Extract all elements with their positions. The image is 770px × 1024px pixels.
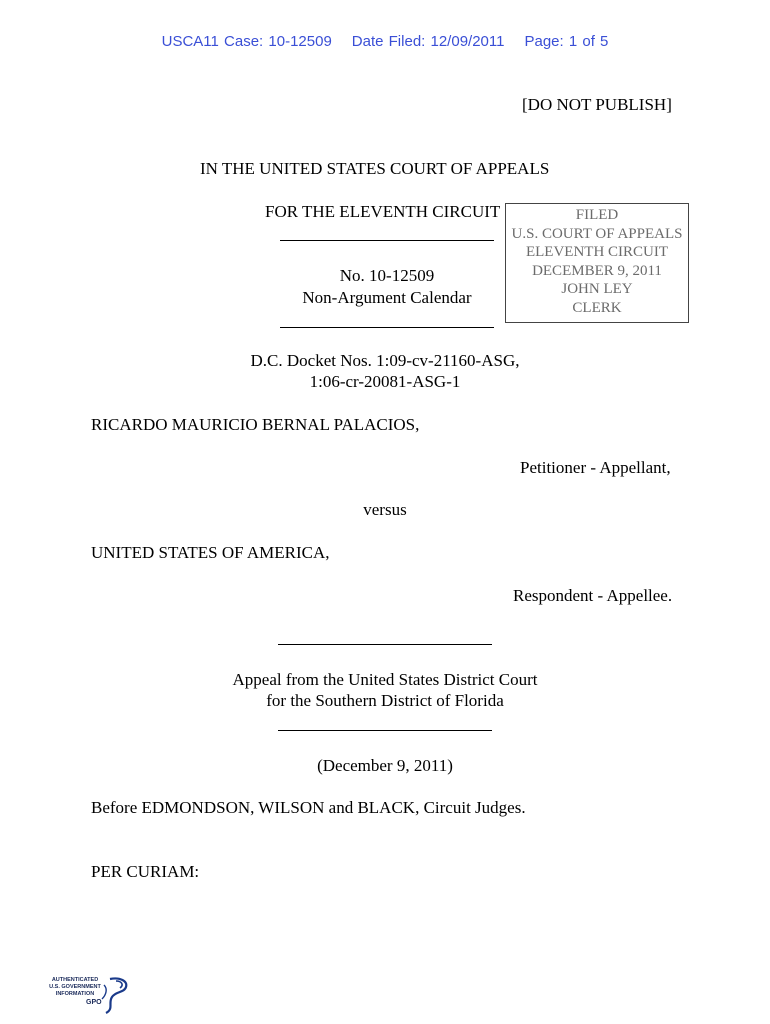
respondent-name: UNITED STATES OF AMERICA, xyxy=(91,543,330,562)
divider-rule-lower xyxy=(278,644,492,645)
gpo-logo-mark: GPO xyxy=(86,999,102,1006)
header-case-number: USCA11 Case: 10-12509 xyxy=(161,33,332,50)
publish-note: [DO NOT PUBLISH] xyxy=(522,95,672,114)
header-date-filed: Date Filed: 12/09/2011 xyxy=(351,33,505,50)
per-curiam-heading: PER CURIAM: xyxy=(91,862,200,881)
stamp-filed: FILED xyxy=(575,207,619,223)
filed-stamp xyxy=(505,203,689,323)
stamp-circuit: ELEVENTH CIRCUIT xyxy=(525,244,669,261)
docket-numbers-line2: 1:06-cr-20081-ASG-1 xyxy=(309,372,461,391)
petitioner-name: RICARDO MAURICIO BERNAL PALACIOS, xyxy=(91,415,420,434)
versus-text: versus xyxy=(363,500,407,519)
stamp-date: DECEMBER 9, 2011 xyxy=(532,262,662,279)
gpo-logo-line3: INFORMATION xyxy=(55,991,95,997)
stamp-clerk-title: CLERK xyxy=(572,299,622,316)
gpo-logo-line1: AUTHENTICATED xyxy=(51,977,99,983)
case-number: No. 10-12509 xyxy=(339,266,435,285)
calendar-type: Non-Argument Calendar xyxy=(302,288,472,307)
appeal-line1: Appeal from the United States District Court xyxy=(232,670,538,689)
gpo-logo-line2: U.S. GOVERNMENT xyxy=(49,984,101,990)
respondent-role: Respondent - Appellee. xyxy=(513,586,673,605)
circuit-title: FOR THE ELEVENTH CIRCUIT xyxy=(265,202,501,221)
stamp-court: U.S. COURT OF APPEALS xyxy=(511,225,683,242)
divider-rule-top xyxy=(280,240,494,241)
divider-rule-bottom xyxy=(278,730,492,731)
page-header xyxy=(0,33,770,50)
stamp-clerk-name: JOHN LEY xyxy=(561,281,633,298)
decision-date: (December 9, 2011) xyxy=(317,756,453,775)
gpo-authenticated-logo xyxy=(46,975,131,1017)
header-page-number: Page: 1 of 5 xyxy=(524,33,609,50)
divider-rule-middle xyxy=(280,327,494,328)
docket-numbers-line1: D.C. Docket Nos. 1:09-cv-21160-ASG, xyxy=(250,351,520,370)
petitioner-role: Petitioner - Appellant, xyxy=(520,458,671,477)
judges-line: Before EDMONDSON, WILSON and BLACK, Circuit Judges. xyxy=(91,798,526,817)
court-title: IN THE UNITED STATES COURT OF APPEALS xyxy=(200,159,550,178)
appeal-line2: for the Southern District of Florida xyxy=(266,691,504,710)
